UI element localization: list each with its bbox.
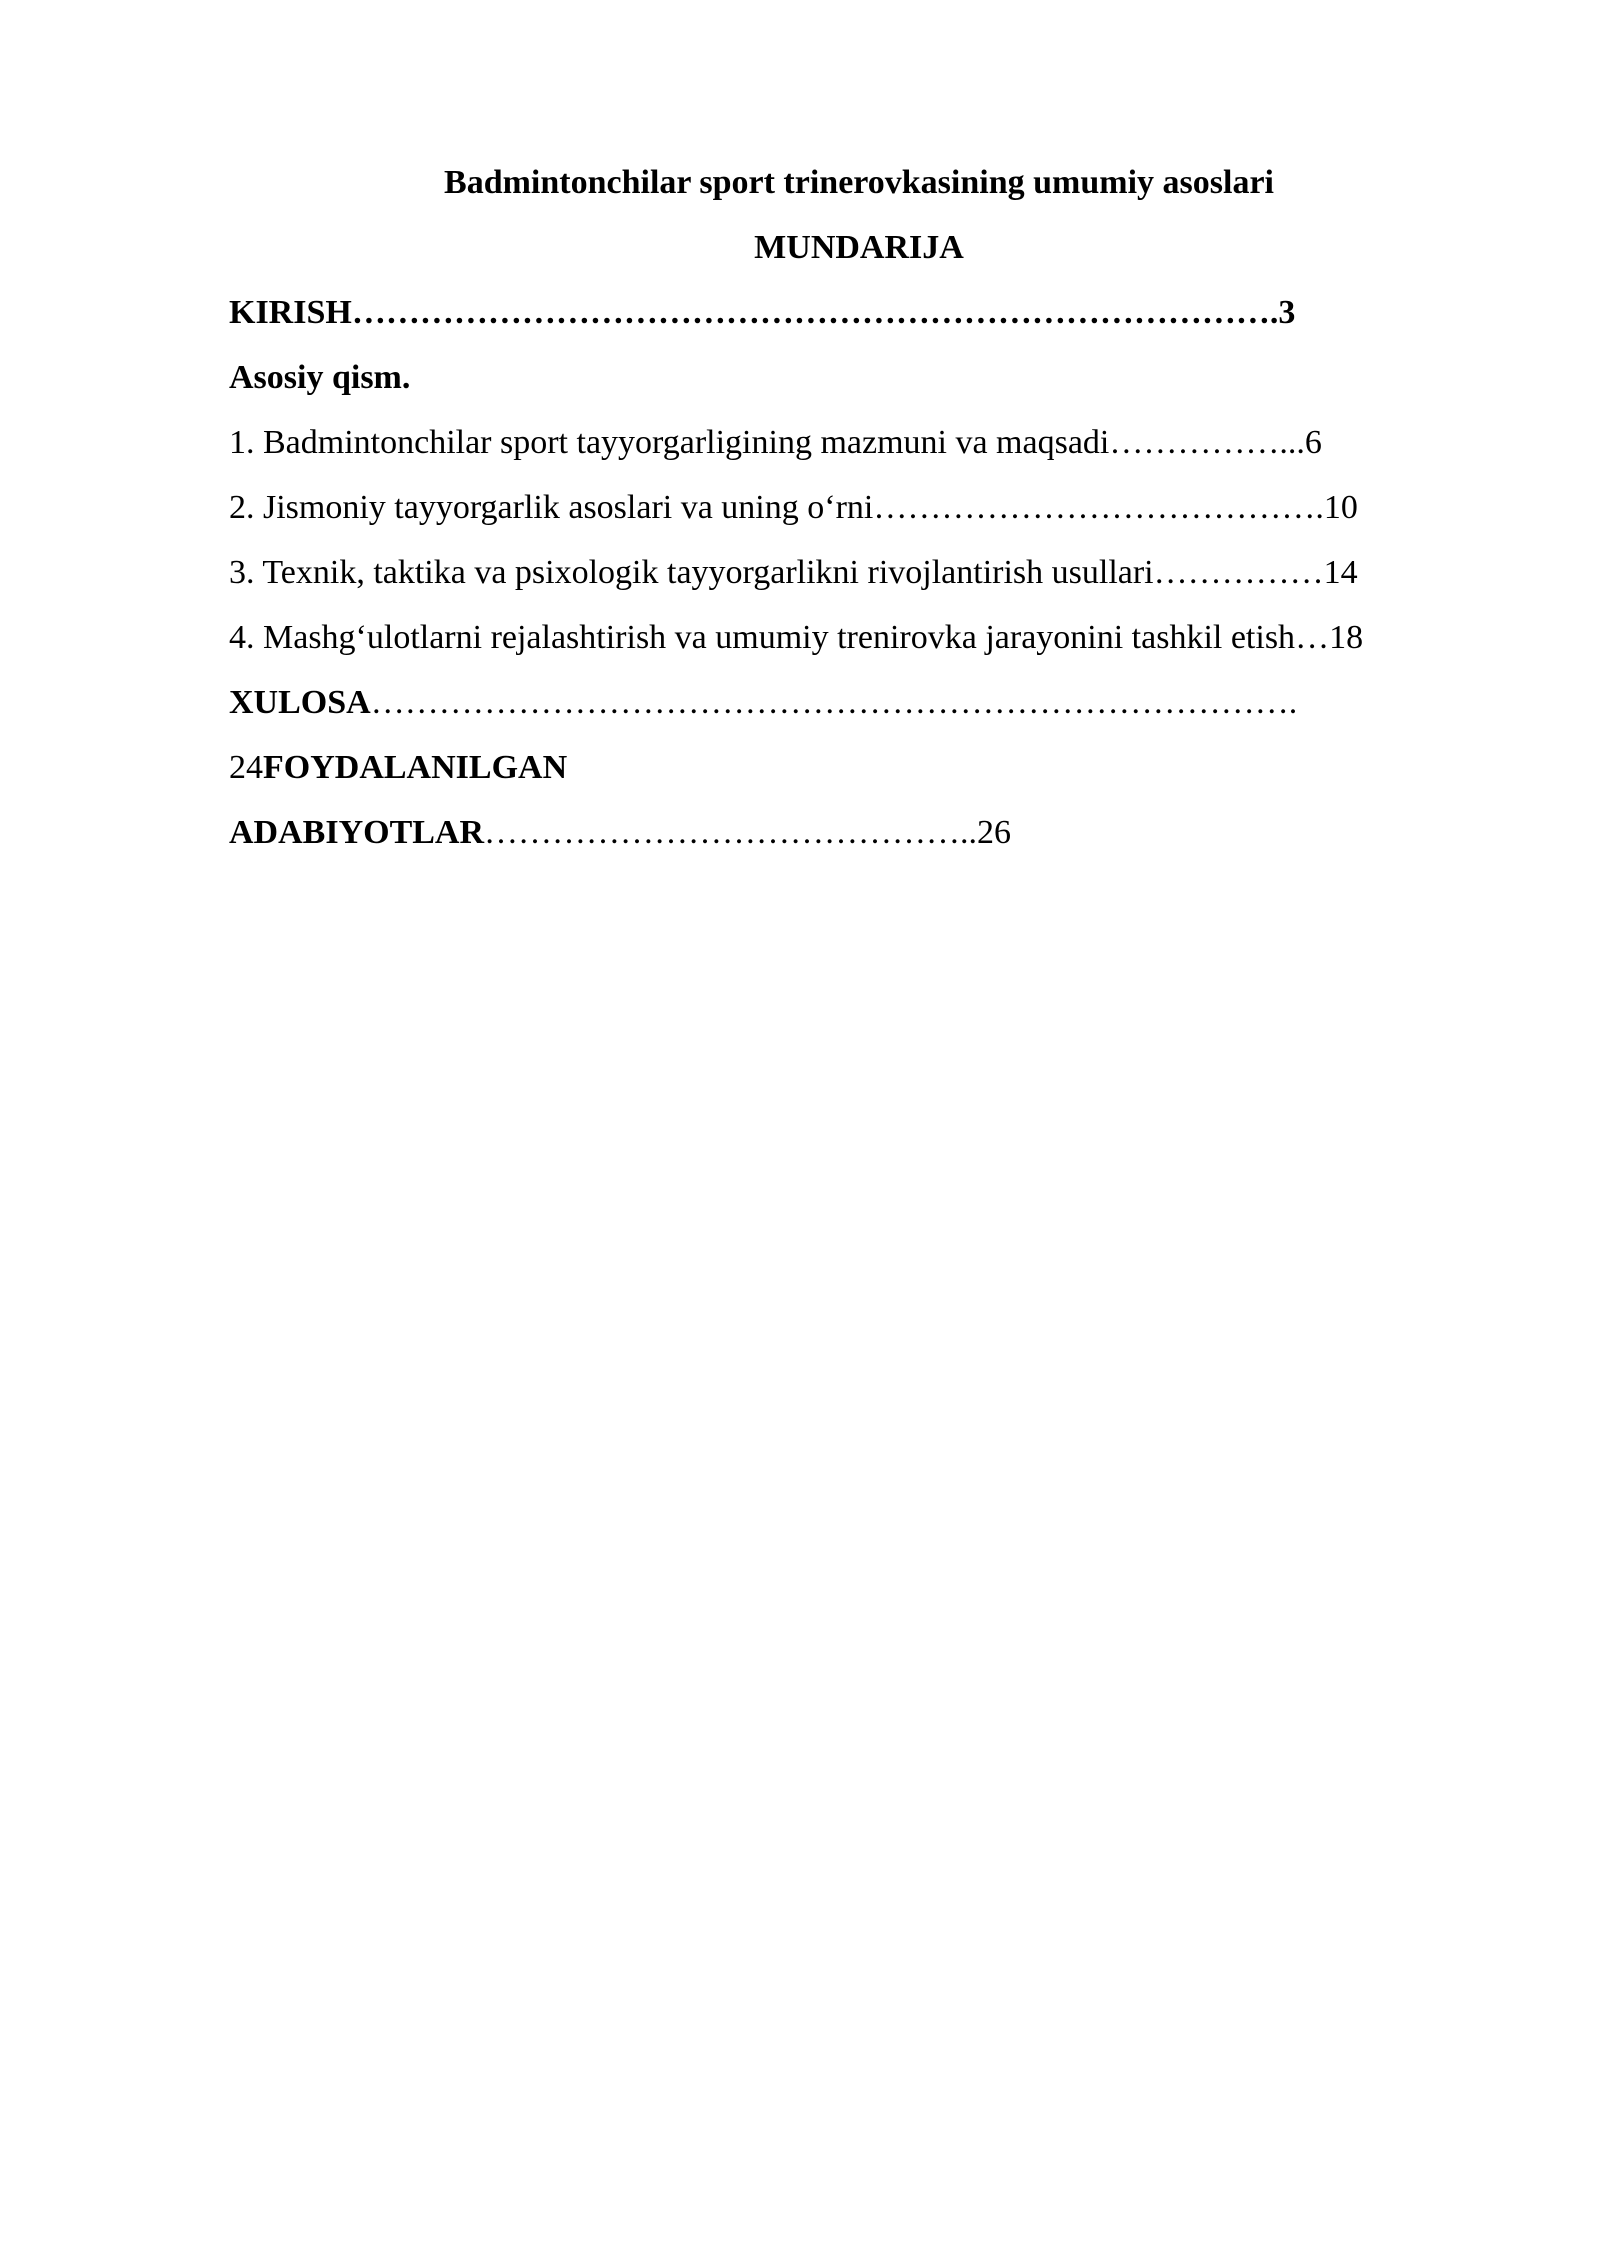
toc-heading-text: MUNDARIJA (754, 229, 964, 266)
toc-heading (0, 215, 1600, 280)
toc-main-part-label (229, 345, 1489, 410)
toc-entry-3-page: 14 (1323, 554, 1358, 591)
toc-entry-2-text: 2. Jismoniy tayyorgarlik asoslari va uning o‘rni (229, 489, 874, 526)
toc-entry-3-leader: …………… (1153, 554, 1324, 591)
document-title (0, 150, 1600, 215)
toc-entry-2 (229, 475, 1489, 540)
toc-entry-intro-label: KIRISH (229, 294, 352, 331)
toc-entry-3-text: 3. Texnik, taktika va psixologik tayyorgarlikni rivojlantirish usullari (229, 554, 1154, 591)
toc-entry-references-label-line2: ADABIYOTLAR (229, 814, 485, 851)
toc-entry-1-page: 6 (1304, 424, 1322, 461)
toc-entry-references-line1 (229, 735, 1489, 800)
toc-entry-4-leader: … (1295, 619, 1330, 656)
toc-entry-references-leader: …………………………………….. (484, 814, 978, 851)
toc-entry-4-text: 4. Mashg‘ulotlarni rejalashtirish va umumiy trenirovka jarayonini tashkil etish (229, 619, 1296, 656)
toc-entry-conclusion-leader: ………………………………………………………………………. (370, 684, 1298, 721)
toc-entry-conclusion-label: XULOSA (229, 684, 371, 721)
toc-entry-intro-leader: ………………………………………………………………………. (351, 294, 1279, 331)
toc-main-part-text: Asosiy qism. (229, 359, 411, 396)
toc-entry-intro-page: 3 (1278, 294, 1296, 331)
toc-entry-references-page: 26 (977, 814, 1012, 851)
toc-entry-1 (229, 410, 1489, 475)
toc-entry-4-page: 18 (1329, 619, 1364, 656)
toc-entry-4 (229, 605, 1489, 670)
toc-entry-1-text: 1. Badmintonchilar sport tayyorgarligining mazmuni va maqsadi (229, 424, 1110, 461)
toc-entry-2-leader: …………………………………. (873, 489, 1324, 526)
toc-entry-conclusion-page: 24 (229, 749, 263, 786)
toc-entry-2-page: 10 (1323, 489, 1358, 526)
toc-entry-intro (229, 280, 1489, 345)
toc-entry-3 (229, 540, 1489, 605)
document-title-text: Badmintonchilar sport trinerovkasining umumiy asoslari (444, 164, 1274, 201)
toc-entry-references-line2 (229, 800, 1489, 865)
toc-entry-conclusion (229, 670, 1489, 735)
document-content (229, 150, 1489, 865)
toc-entry-references-label-line1: FOYDALANILGAN (263, 749, 568, 786)
toc-entry-1-leader: ……………... (1109, 424, 1305, 461)
